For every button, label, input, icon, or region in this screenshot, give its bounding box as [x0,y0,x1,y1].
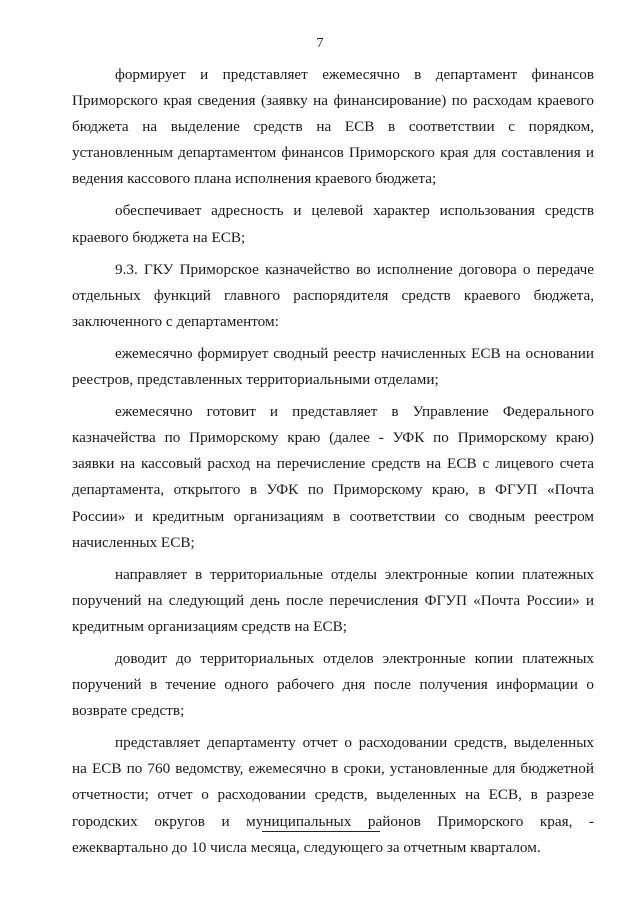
paragraph-send-payment-copies: направляет в территориальные отделы электронные копии платежных поручений на следующий день после перечисления ФГУП «Почта России» и кредитным организациям средств на ЕСВ; [72,565,594,635]
paragraph-treasury-section: 9.3. ГКУ Приморское казначейство во исполнение договора о передаче отдельных функций главного распорядителя средств краевого бюджета, заключенного с департаментом: [72,260,594,330]
paragraph-targeted-use: обеспечивает адресность и целевой характер использования средств краевого бюджета на ЕСВ; [72,202,594,246]
paragraph-expenditure-report: представляет департаменту отчет о расходовании средств, выделенных на ЕСВ по 760 ведомству, ежемесячно в сроки, установленные для бюджетной отчетности; отчет о расходовании средств, выделенных на ЕСВ, в разрезе городских округов и муниципальных районов Приморского края, - ежеквартально до 10 числа месяца, следующего за отчетным кварталом. [72,734,594,856]
paragraph-return-payment-copies: доводит до территориальных отделов электронные копии платежных поручений в течение одного рабочего дня после получения информации о возврате средств; [72,649,594,720]
document-body [72,62,594,861]
page-number: 7 [316,36,324,51]
closing-rule [262,831,380,832]
paragraph-summary-register: ежемесячно формирует сводный реестр начисленных ЕСВ на основании реестров, представленных территориальными отделами; [72,344,594,389]
paragraph-finance-request: формирует и представляет ежемесячно в департамент финансов Приморского края сведения (заявку на финансирование) по расходам краевого бюджета на выделение средств на ЕСВ в соответствии с порядком, установленным департаментом финансов Приморского края для составления и ведения кассового плана исполнения краевого бюджета; [72,66,594,188]
paragraph-cash-expense-requests: ежемесячно готовит и представляет в Управление Федерального казначейства по Приморскому краю (далее - УФК по Приморскому краю) заявки на кассовый расход на перечисление средств на ЕСВ с лицевого счета департамента, открытого в УФК по Приморскому краю, в ФГУП «Почта России» и кредитным организациям в соответствии со сводным реестром начисленных ЕСВ; [72,403,594,551]
